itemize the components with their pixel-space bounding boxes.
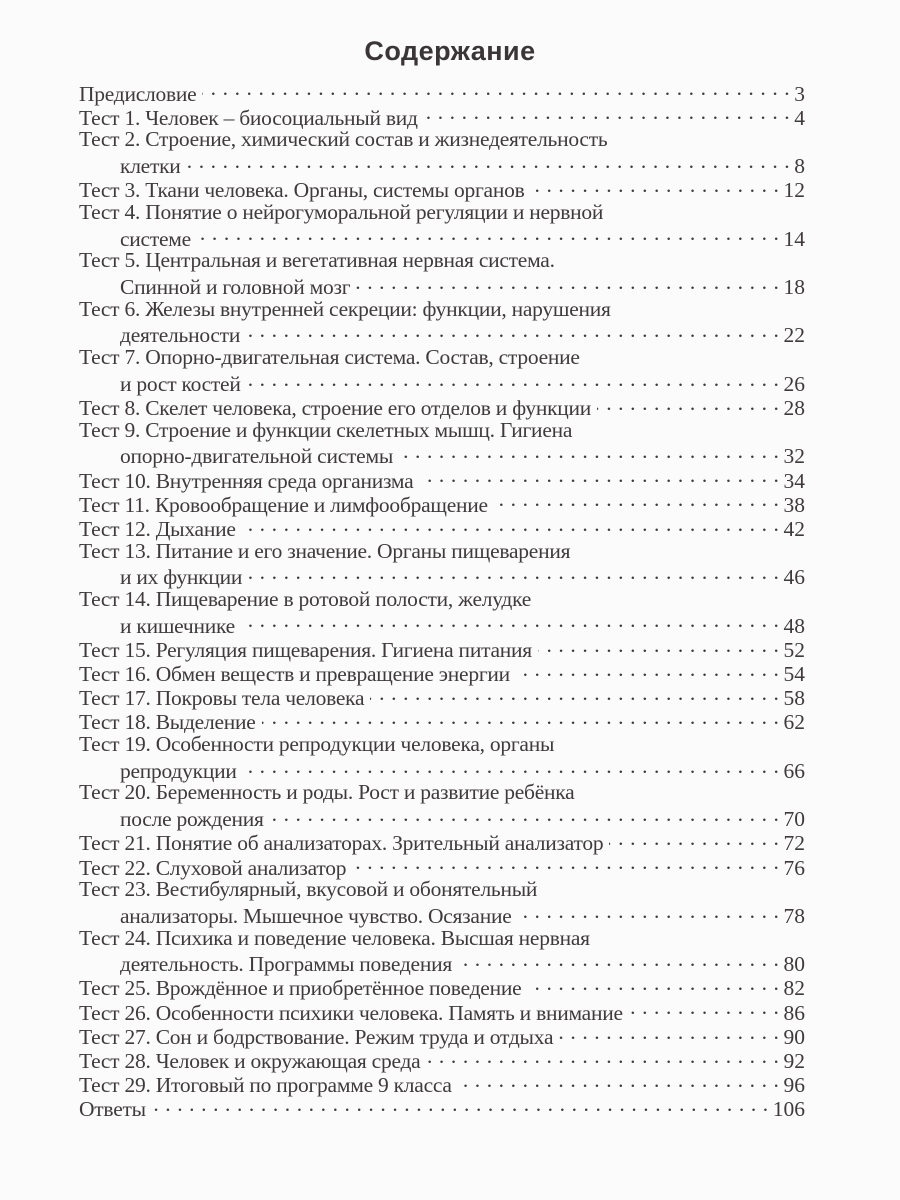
page-number: 42 <box>783 516 805 541</box>
toc-entry[interactable] <box>79 514 805 541</box>
page-number: 8 <box>794 154 805 179</box>
dot-leader <box>370 684 779 706</box>
dot-leader <box>243 756 780 778</box>
toc-entry-line <box>79 418 805 442</box>
toc-entry-line <box>79 297 805 321</box>
toc-entry[interactable] <box>79 998 805 1025</box>
dot-leader <box>262 708 780 730</box>
dot-leader <box>538 635 780 657</box>
toc-entry-title: после рождения <box>120 807 264 832</box>
toc-entry-title: и кишечнике <box>120 613 235 638</box>
toc-entry[interactable] <box>79 635 805 662</box>
toc-entry-title: Тест 1. Человек – биосоциальный вид <box>79 105 418 130</box>
toc-entry[interactable] <box>79 925 805 977</box>
toc-entry-line <box>79 127 805 151</box>
dot-leader <box>629 998 780 1020</box>
toc-entry[interactable] <box>79 199 805 251</box>
page-number: 3 <box>794 81 805 106</box>
page-number: 62 <box>783 710 805 735</box>
dot-leader <box>518 901 780 923</box>
page-number: 96 <box>783 1073 805 1098</box>
toc-entry-line <box>79 200 805 224</box>
toc-entry-continuation-line <box>79 273 805 297</box>
page-number: 80 <box>783 952 805 977</box>
toc-entry-title: системе <box>120 226 191 251</box>
toc-entry-line <box>79 829 805 856</box>
page-number: 106 <box>772 1097 805 1122</box>
toc-entry-title: Тест 17. Покровы тела человека <box>79 686 365 711</box>
toc-entry-line <box>79 103 805 130</box>
toc-entry-continuation-line <box>79 321 805 348</box>
toc-entry-line <box>79 587 805 611</box>
toc-entry[interactable] <box>79 829 805 856</box>
toc-entry-continuation-line <box>79 369 805 396</box>
toc-entry-line <box>79 514 805 541</box>
dot-leader <box>424 103 791 125</box>
page-number: 32 <box>783 444 805 469</box>
toc-entry-title: и их функции <box>120 565 243 590</box>
toc-entry-line <box>79 1071 805 1098</box>
toc-entry[interactable] <box>79 79 805 106</box>
page-number: 46 <box>783 565 805 590</box>
toc-entry-title: Ответы <box>79 1097 146 1122</box>
dot-leader <box>609 829 779 851</box>
toc-entry-title: Тест 10. Внутренняя среда организма <box>79 468 414 493</box>
toc-entry-title: Тест 29. Итоговый по программе 9 класса <box>79 1073 452 1098</box>
toc-entry-line <box>79 1022 805 1049</box>
dot-leader <box>247 369 780 391</box>
page-number: 48 <box>783 613 805 638</box>
dot-leader <box>197 224 780 246</box>
dot-leader <box>248 563 779 585</box>
toc-entry-title: Тест 26. Особенности психики человека. Память и внимание <box>79 1000 623 1025</box>
page-number: 76 <box>783 855 805 880</box>
dot-leader <box>356 273 779 295</box>
toc-entry-title: Тест 6. Железы внутренней секреции: функции, нарушения <box>79 296 611 321</box>
toc-entry-line <box>79 974 805 1001</box>
toc-entry[interactable] <box>79 103 805 130</box>
dot-leader <box>426 1047 779 1069</box>
dot-leader <box>246 321 779 343</box>
dot-leader <box>352 853 779 875</box>
toc-entry[interactable] <box>79 780 805 832</box>
toc-entry-title: деятельности <box>120 323 241 348</box>
toc-entry-line <box>79 684 805 711</box>
page-number: 28 <box>783 395 805 420</box>
dot-leader <box>241 611 780 633</box>
toc-entry-title: Спинной и головной мозг <box>120 275 351 299</box>
toc-entry-continuation-line <box>79 611 805 638</box>
toc-entry-continuation-line <box>79 442 805 469</box>
toc-entry[interactable] <box>79 732 805 783</box>
toc-entry-title: Тест 9. Строение и функции скелетных мышц. Гигиена <box>79 417 573 442</box>
dot-leader <box>597 393 779 415</box>
dot-leader <box>458 1071 780 1093</box>
toc-entry-title: Предисловие <box>79 81 197 106</box>
toc-entry[interactable] <box>79 974 805 1001</box>
toc-entry[interactable] <box>79 1095 805 1122</box>
page-number: 38 <box>783 492 805 517</box>
toc-entry-title: Тест 25. Врождённое и приобретённое поведение <box>79 976 522 1001</box>
dot-leader <box>494 490 780 512</box>
toc-entry[interactable] <box>79 586 805 638</box>
toc-entry[interactable] <box>79 393 805 420</box>
toc-entry-title: Тест 11. Кровообращение и лимфообращение <box>79 492 488 517</box>
page-number: 4 <box>794 105 805 130</box>
toc-entry-continuation-line <box>79 224 805 251</box>
toc-entry[interactable] <box>79 1071 805 1098</box>
toc-entry-line <box>79 998 805 1025</box>
dot-leader <box>530 176 779 198</box>
toc-entry-line <box>79 853 805 880</box>
page-number: 22 <box>783 323 805 348</box>
page-number: 14 <box>783 226 805 251</box>
page-number: 82 <box>783 976 805 1001</box>
toc-entry-title: Тест 27. Сон и бодрствование. Режим труда и отдыха <box>79 1024 554 1049</box>
toc-entry-line <box>79 635 805 662</box>
dot-leader <box>399 442 779 464</box>
toc-entry-title: Тест 28. Человек и окружающая среда <box>79 1049 421 1073</box>
dot-leader <box>242 514 780 536</box>
toc-entry[interactable] <box>79 345 805 396</box>
toc-entry-title: Тест 8. Скелет человека, строение его отделов и функции <box>79 395 592 420</box>
toc-entry-title: Тест 5. Центральная и вегетативная нервная система. <box>79 248 555 273</box>
page-number: 86 <box>783 1000 805 1025</box>
toc-entry[interactable] <box>79 176 805 203</box>
dot-leader <box>187 152 791 174</box>
toc-entry[interactable] <box>79 660 805 684</box>
page-number: 26 <box>783 371 805 396</box>
toc-entry-title: репродукции <box>120 758 237 783</box>
toc-entry-line <box>79 1047 805 1071</box>
toc-entry-title: анализаторы. Мышечное чувство. Осязание <box>120 903 512 928</box>
page-number: 58 <box>783 686 805 711</box>
toc-entry-title: Тест 12. Дыхание <box>79 516 236 541</box>
toc-entry[interactable] <box>79 684 805 711</box>
dot-leader <box>152 1095 769 1117</box>
toc-entry[interactable] <box>79 296 805 348</box>
dot-leader <box>559 1022 779 1044</box>
toc-entry-line <box>79 1095 805 1122</box>
toc-entry-title: опорно-двигательной системы <box>120 444 394 469</box>
toc-entry-line <box>79 79 805 106</box>
toc-entry-title: Тест 23. Вестибулярный, вкусовой и обонятельный <box>79 877 538 902</box>
toc-entry-title: Тест 3. Ткани человека. Органы, системы органов <box>79 178 525 203</box>
toc-entry-continuation-line <box>79 805 805 832</box>
dot-leader <box>202 79 790 101</box>
toc-entry-title: клетки <box>120 154 181 179</box>
toc-entry-continuation-line <box>79 950 805 977</box>
toc-entry-title: Тест 4. Понятие о нейрогуморальной регуляции и нервной <box>79 199 604 224</box>
page-number: 92 <box>783 1049 805 1073</box>
toc-entry-title: Тест 22. Слуховой анализатор <box>79 855 347 880</box>
toc-entry[interactable] <box>79 708 805 735</box>
page-number: 18 <box>783 275 805 299</box>
toc-entry[interactable] <box>79 877 805 928</box>
toc-entry-title: Тест 13. Питание и его значение. Органы пищеварения <box>79 538 571 563</box>
toc-entry-title: деятельность. Программы поведения <box>120 952 452 977</box>
toc-entry[interactable] <box>79 417 805 469</box>
toc-entry-title: Тест 16. Обмен веществ и превращение энергии <box>79 662 510 686</box>
toc-entry-title: Тест 18. Выделение <box>79 710 256 735</box>
toc-entry-line <box>79 708 805 735</box>
toc-entry[interactable] <box>79 466 805 493</box>
page-number: 72 <box>783 831 805 856</box>
dot-leader <box>419 466 779 488</box>
toc-entry[interactable] <box>79 1022 805 1049</box>
toc-entry[interactable] <box>79 490 805 517</box>
toc-entry-title: Тест 21. Понятие об анализаторах. Зрительный анализатор <box>79 831 604 856</box>
page-number: 12 <box>783 178 805 203</box>
dot-leader <box>516 660 780 682</box>
page-number: 52 <box>783 637 805 662</box>
toc-entry-title: и рост костей <box>120 371 241 396</box>
toc-entry-continuation-line <box>79 563 805 590</box>
table-of-contents <box>79 79 805 1122</box>
toc-entry-continuation-line <box>79 756 805 783</box>
page-title: Содержание <box>364 36 536 66</box>
toc-entry-line <box>79 248 805 272</box>
dot-leader <box>527 974 779 996</box>
toc-entry-title: Тест 19. Особенности репродукции человека, органы <box>79 732 555 757</box>
toc-entry-line <box>79 393 805 420</box>
page-number: 90 <box>783 1024 805 1049</box>
toc-entry[interactable] <box>79 248 805 299</box>
toc-entry-continuation-line <box>79 901 805 928</box>
page-number: 78 <box>783 903 805 928</box>
toc-entry-line <box>79 732 805 756</box>
toc-entry[interactable] <box>79 538 805 590</box>
toc-entry[interactable] <box>79 853 805 880</box>
page-number: 70 <box>783 807 805 832</box>
toc-entry-title: Тест 7. Опорно-двигательная система. Состав, строение <box>79 345 580 370</box>
toc-entry[interactable] <box>79 127 805 179</box>
toc-entry-line <box>79 490 805 517</box>
toc-entry-title: Тест 15. Регуляция пищеварения. Гигиена питания <box>79 637 532 662</box>
dot-leader <box>270 805 780 827</box>
toc-entry[interactable] <box>79 1047 805 1071</box>
toc-entry-title: Тест 2. Строение, химический состав и жизнедеятельность <box>79 127 608 152</box>
toc-entry-line <box>79 466 805 493</box>
toc-entry-line <box>79 539 805 563</box>
toc-entry-title: Тест 14. Пищеварение в ротовой полости, желудке <box>79 586 532 611</box>
page-number: 54 <box>783 662 805 686</box>
toc-entry-line <box>79 176 805 203</box>
page-number: 34 <box>783 468 805 493</box>
page-number: 66 <box>783 758 805 783</box>
toc-entry-line <box>79 780 805 804</box>
dot-leader <box>458 950 780 972</box>
toc-entry-title: Тест 24. Психика и поведение человека. Высшая нервная <box>79 925 590 950</box>
toc-entry-continuation-line <box>79 152 805 179</box>
toc-entry-line <box>79 345 805 369</box>
toc-entry-line <box>79 660 805 684</box>
toc-entry-title: Тест 20. Беременность и роды. Рост и развитие ребёнка <box>79 780 575 805</box>
toc-entry-line <box>79 926 805 950</box>
toc-entry-line <box>79 877 805 901</box>
